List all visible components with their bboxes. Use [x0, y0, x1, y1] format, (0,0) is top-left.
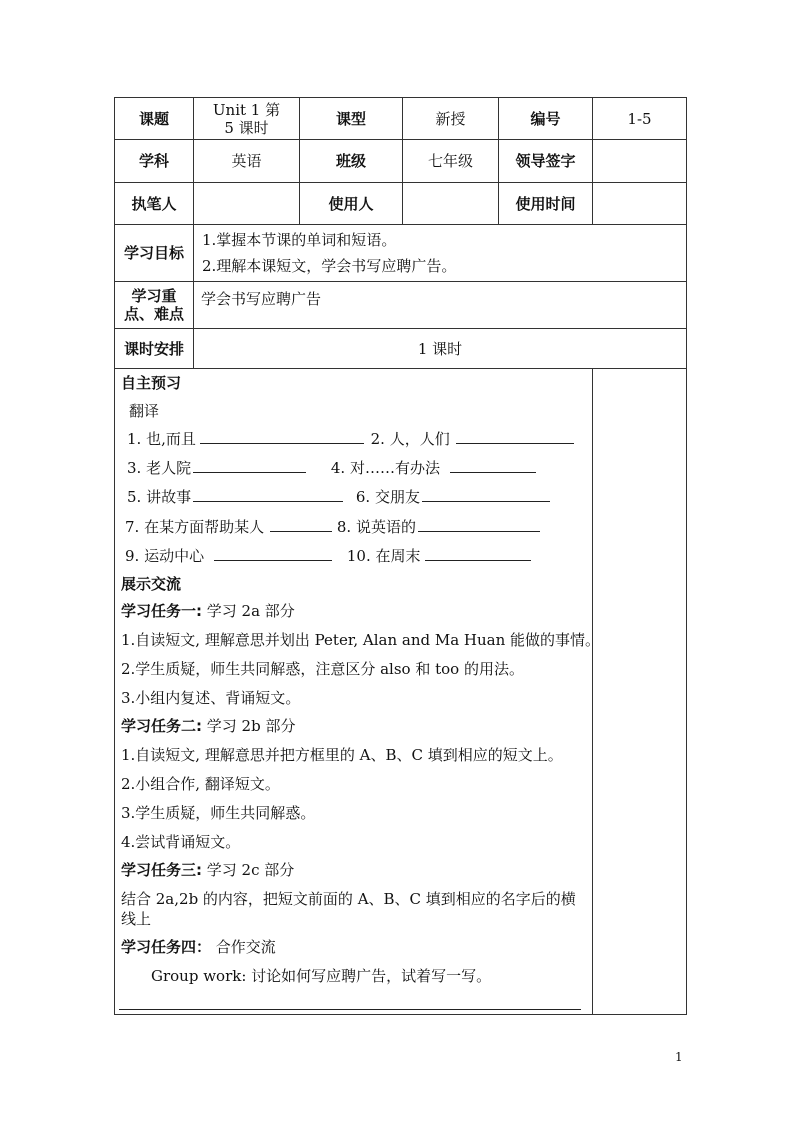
code-label: 编号 [499, 98, 593, 140]
task1-title: 学习 2a 部分 [206, 602, 295, 620]
task2-heading [121, 717, 588, 735]
lesson-type-label: 课型 [300, 98, 403, 140]
header-row-2 [115, 140, 687, 183]
task2-line-1: 1.自读短文, 理解意思并把方框里的 A、B、C 填到相应的短文上。 [121, 746, 563, 764]
schedule-row [115, 329, 687, 369]
lesson-type-value: 新授 [403, 98, 499, 140]
preview-item-10: 10. 在周末 [346, 547, 421, 565]
preview-item-3: 3. 老人院 [127, 459, 192, 477]
subject-label: 学科 [115, 140, 194, 183]
task4-label: 学习任务四： [121, 938, 212, 956]
key-points-label-line-1: 学习重 [131, 287, 177, 305]
author-value[interactable] [194, 183, 300, 225]
main-content [115, 369, 601, 1014]
task1-label: 学习任务一: [121, 602, 202, 620]
preview-row-1 [127, 429, 588, 448]
task3-line-1: 结合 2a,2b 的内容，把短文前面的 A、B、C 填到相应的名字后的横 [121, 890, 576, 908]
preview-item-5: 5. 讲故事 [127, 488, 192, 506]
preview-item-2: 2. 人，人们 [370, 430, 450, 448]
writing-line[interactable] [119, 1009, 581, 1010]
answer-blank-3[interactable] [193, 458, 306, 473]
user-value[interactable] [403, 183, 499, 225]
preview-sub: 翻译 [129, 402, 160, 420]
goals-content [194, 225, 687, 282]
key-points-text: 学会书写应聘广告 [194, 282, 687, 329]
answer-blank-5[interactable] [193, 487, 343, 502]
preview-heading: 自主预习 [121, 374, 182, 392]
preview-item-4: 4. 对……有办法 [330, 459, 440, 477]
leader-signature-label: 领导签字 [499, 140, 593, 183]
preview-item-6: 6. 交朋友 [355, 488, 420, 506]
goal-line-2: 2.理解本课短文，学会书写应聘广告。 [202, 257, 457, 275]
task1-heading [121, 602, 588, 620]
user-label: 使用人 [300, 183, 403, 225]
task1-line-1: 1.自读短文, 理解意思并划出 Peter, Alan and Ma Huan 能做的事情。 [121, 631, 601, 649]
answer-blank-9[interactable] [214, 546, 332, 561]
preview-item-7: 7. 在某方面帮助某人 [125, 518, 265, 536]
task3-heading [121, 861, 588, 879]
header-row-3 [115, 183, 687, 225]
use-time-label: 使用时间 [499, 183, 593, 225]
task4-heading [121, 938, 588, 956]
task2-line-4: 4.尝试背诵短文。 [121, 833, 241, 851]
main-row [115, 369, 687, 1015]
key-points-label [115, 282, 194, 329]
preview-item-8: 8. 说英语的 [336, 518, 416, 536]
use-time-value[interactable] [593, 183, 687, 225]
answer-blank-8[interactable] [418, 517, 540, 532]
goals-label: 学习目标 [115, 225, 194, 282]
goal-line-1: 1.掌握本节课的单词和短语。 [202, 231, 397, 249]
preview-row-4 [125, 517, 588, 536]
answer-blank-10[interactable] [425, 546, 531, 561]
lesson-plan-table [114, 97, 687, 1015]
notes-column[interactable] [593, 369, 687, 1015]
preview-row-5 [125, 546, 588, 565]
code-value: 1-5 [593, 98, 687, 140]
task2-label: 学习任务二: [121, 717, 202, 735]
class-label: 班级 [300, 140, 403, 183]
page-number: 1 [675, 1050, 683, 1064]
task1-line-3: 3.小组内复述、背诵短文。 [121, 689, 301, 707]
topic-value: Unit 1 第 5 课时 [194, 98, 300, 140]
task1-line-2: 2.学生质疑，师生共同解惑，注意区分 also 和 too 的用法。 [121, 660, 524, 678]
main-content-cell [115, 369, 601, 1015]
key-points-row [115, 282, 687, 329]
preview-item-9: 9. 运动中心 [125, 547, 205, 565]
subject-value: 英语 [194, 140, 300, 183]
key-points-label-line-2: 点、难点 [123, 305, 184, 323]
answer-blank-2[interactable] [456, 429, 574, 444]
schedule-text: 1 课时 [194, 329, 687, 369]
task3-title: 学习 2c 部分 [206, 861, 295, 879]
answer-blank-6[interactable] [422, 487, 550, 502]
answer-blank-4[interactable] [450, 458, 536, 473]
answer-blank-1[interactable] [200, 429, 364, 444]
answer-blank-7[interactable] [270, 517, 332, 532]
leader-signature-value[interactable] [593, 140, 687, 183]
exchange-heading: 展示交流 [121, 575, 182, 593]
task4-line: Group work: 讨论如何写应聘广告，试着写一写。 [151, 967, 492, 985]
task2-line-2: 2.小组合作, 翻译短文。 [121, 775, 280, 793]
topic-label: 课题 [115, 98, 194, 140]
preview-row-2 [127, 458, 588, 477]
class-value: 七年级 [403, 140, 499, 183]
header-row-1 [115, 98, 687, 140]
preview-item-1: 1. 也,而且 [127, 430, 196, 448]
task3-label: 学习任务三: [121, 861, 202, 879]
task4-title: 合作交流 [215, 938, 276, 956]
task2-title: 学习 2b 部分 [206, 717, 296, 735]
task3-line-2: 线上 [121, 910, 152, 928]
preview-row-3 [127, 487, 588, 506]
task2-line-3: 3.学生质疑，师生共同解惑。 [121, 804, 316, 822]
author-label: 执笔人 [115, 183, 194, 225]
goals-row [115, 225, 687, 282]
schedule-label: 课时安排 [115, 329, 194, 369]
